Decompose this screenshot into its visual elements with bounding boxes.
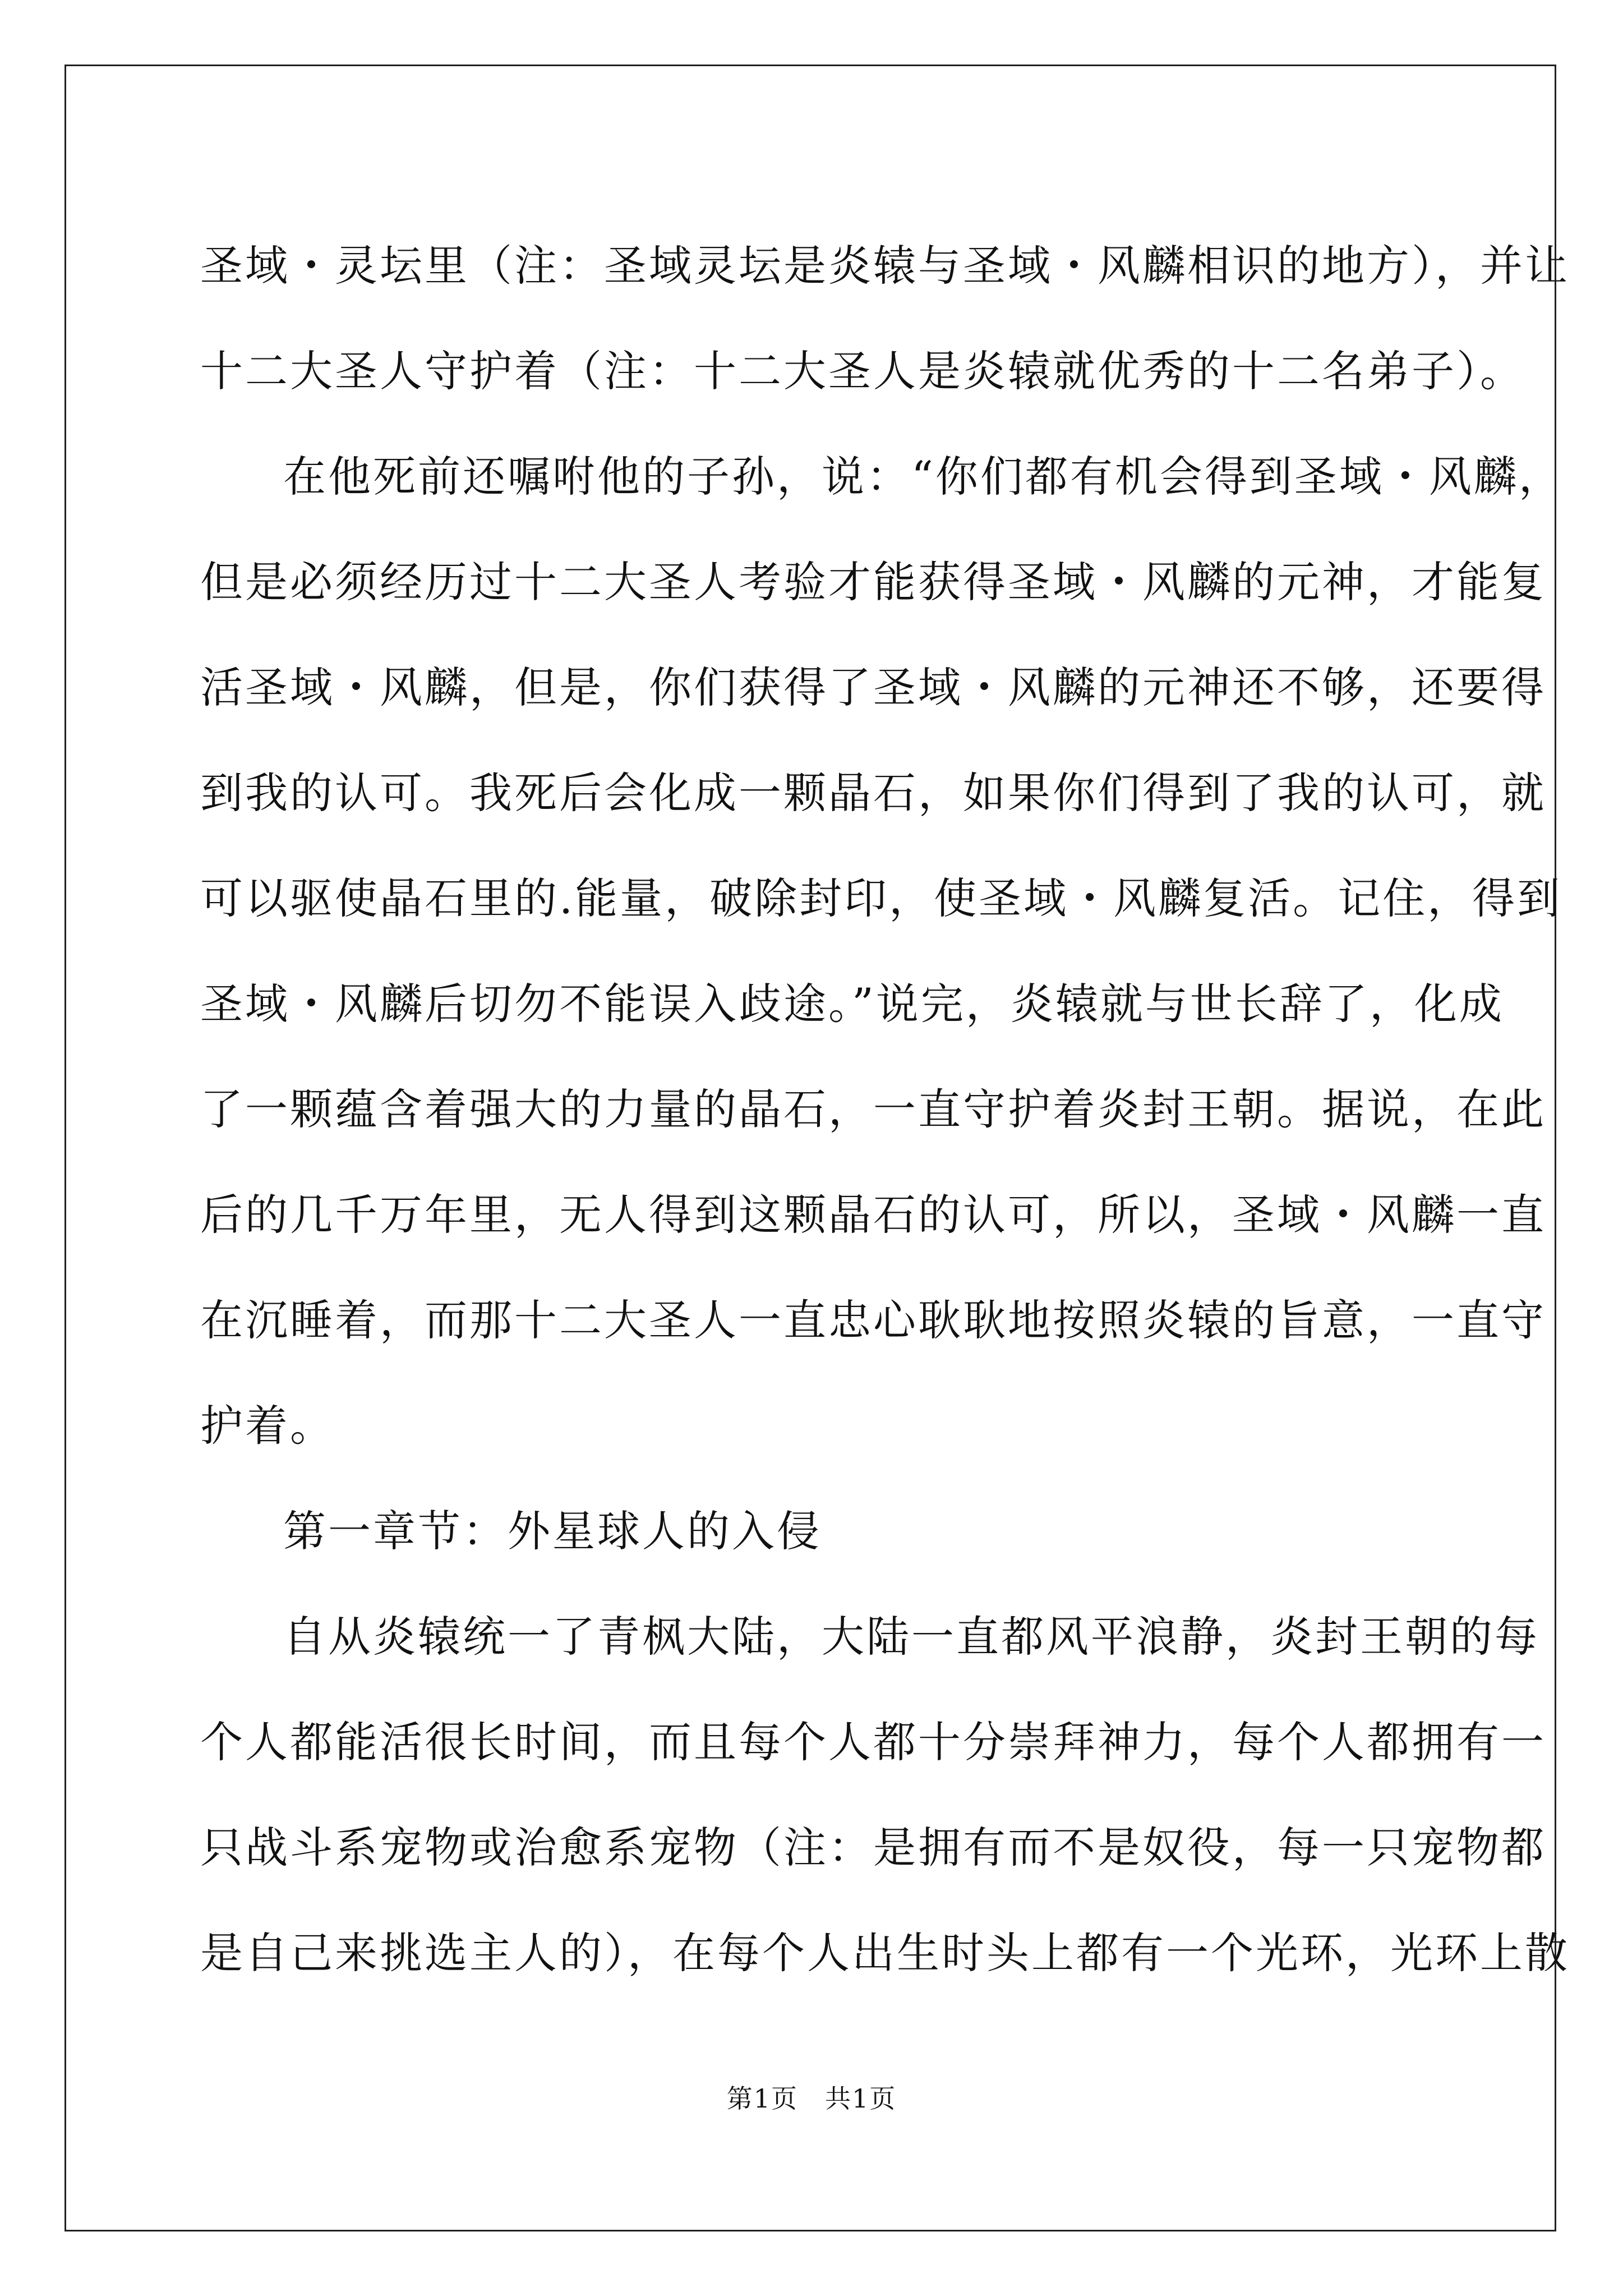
page-number-footer: 第1页 共1页 [726, 2083, 897, 2114]
text-line: 十二大圣人守护着（注：十二大圣人是炎辕就优秀的十二名弟子）。 [200, 346, 1525, 396]
text-line: 但是必须经历过十二大圣人考验才能获得圣域・风麟的元神，才能复 [200, 557, 1546, 607]
text-line: 在沉睡着，而那十二大圣人一直忠心耿耿地按照炎辕的旨意，一直守 [200, 1295, 1546, 1345]
text-line: 只战斗系宠物或治愈系宠物（注：是拥有而不是奴役，每一只宠物都 [200, 1823, 1546, 1872]
text-line: 个人都能活很长时间，而且每个人都十分崇拜神力，每个人都拥有一 [200, 1717, 1546, 1767]
text-line: 后的几千万年里，无人得到这颗晶石的认可，所以，圣域・风麟一直 [200, 1190, 1546, 1240]
text-line: 圣域・风麟后切勿不能误入歧途。”说完，炎辕就与世长辞了，化成 [200, 979, 1504, 1029]
document-body [200, 213, 1570, 2006]
paragraph-start-line: 自从炎辕统一了青枫大陆，大陆一直都风平浪静，炎封王朝的每 [283, 1612, 1539, 1662]
paragraph-start-line: 在他死前还嘱咐他的子孙，说：“你们都有机会得到圣域・风麟， [283, 452, 1564, 501]
text-line: 到我的认可。我死后会化成一颗晶石，如果你们得到了我的认可，就 [200, 768, 1546, 818]
text-line: 是自己来挑选主人的），在每个人出生时头上都有一个光环，光环上散 [200, 1928, 1570, 1978]
text-line: 可以驱使晶石里的.能量，破除封印，使圣域・风麟复活。记住，得到 [200, 873, 1562, 923]
text-line: 活圣域・风麟，但是，你们获得了圣域・风麟的元神还不够，还要得 [200, 662, 1546, 712]
text-line: 圣域・灵坛里（注：圣域灵坛是炎辕与圣域・风麟相识的地方），并让 [200, 241, 1570, 291]
text-line: 护着。 [200, 1401, 335, 1451]
text-line: 了一颗蕴含着强大的力量的晶石，一直守护着炎封王朝。据说，在此 [200, 1084, 1546, 1134]
chapter-heading: 第一章节：外星球人的入侵 [283, 1506, 822, 1556]
